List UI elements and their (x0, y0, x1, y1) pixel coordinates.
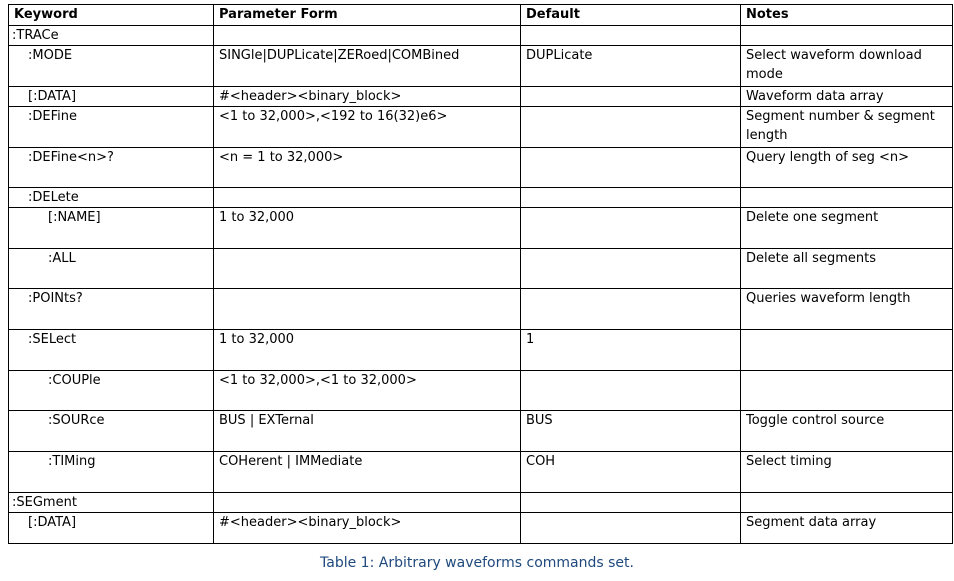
default-cell: 1 (521, 330, 741, 371)
default-cell (521, 493, 741, 513)
notes-cell: Waveform data array (741, 87, 953, 107)
notes-cell: Delete one segment (741, 208, 953, 249)
keyword-cell: :MODE (9, 46, 214, 87)
keyword-cell: :ALL (9, 249, 214, 289)
parameter-form-cell (214, 188, 521, 208)
table-caption: Table 1: Arbitrary waveforms commands set. (320, 555, 634, 571)
keyword-cell: :DEFine (9, 107, 214, 148)
keyword-cell: [:DATA] (9, 513, 214, 544)
notes-cell (741, 26, 953, 46)
keyword-cell: :POINts? (9, 289, 214, 330)
parameter-form-cell: <1 to 32,000>,<1 to 32,000> (214, 371, 521, 411)
default-cell (521, 26, 741, 46)
keyword-cell: :COUPle (9, 371, 214, 411)
table-row (9, 452, 953, 493)
notes-cell (741, 371, 953, 411)
parameter-form-cell: #<header><binary_block> (214, 87, 521, 107)
table-row (9, 513, 953, 544)
parameter-form-cell (214, 493, 521, 513)
default-cell: BUS (521, 411, 741, 452)
parameter-form-cell: <n = 1 to 32,000> (214, 148, 521, 188)
table-row (9, 87, 953, 107)
table-row (9, 249, 953, 289)
keyword-cell: :SEGment (9, 493, 214, 513)
default-cell (521, 148, 741, 188)
default-cell (521, 249, 741, 289)
table-row (9, 411, 953, 452)
keyword-cell: [:DATA] (9, 87, 214, 107)
default-cell (521, 289, 741, 330)
default-cell: DUPLicate (521, 46, 741, 87)
keyword-cell: :DELete (9, 188, 214, 208)
keyword-cell: :SOURce (9, 411, 214, 452)
notes-cell: Select waveform download mode (741, 46, 953, 87)
parameter-form-cell: <1 to 32,000>,<192 to 16(32)e6> (214, 107, 521, 148)
parameter-form-cell: SINGle|DUPLicate|ZERoed|COMBined (214, 46, 521, 87)
table-body (9, 26, 953, 544)
table-row (9, 493, 953, 513)
table-row (9, 148, 953, 188)
keyword-cell: :TRACe (9, 26, 214, 46)
notes-cell (741, 330, 953, 371)
keyword-cell: :DEFine<n>? (9, 148, 214, 188)
table-row (9, 26, 953, 46)
table-header-row (9, 5, 953, 26)
header-default: Default (521, 5, 741, 26)
default-cell (521, 371, 741, 411)
notes-cell (741, 493, 953, 513)
parameter-form-cell (214, 249, 521, 289)
parameter-form-cell (214, 26, 521, 46)
table-row (9, 289, 953, 330)
default-cell: COH (521, 452, 741, 493)
table-row (9, 330, 953, 371)
keyword-cell: :SELect (9, 330, 214, 371)
header-parameter-form: Parameter Form (214, 5, 521, 26)
parameter-form-cell: BUS | EXTernal (214, 411, 521, 452)
keyword-cell: :TIMing (9, 452, 214, 493)
default-cell (521, 188, 741, 208)
parameter-form-cell: 1 to 32,000 (214, 208, 521, 249)
notes-cell: Toggle control source (741, 411, 953, 452)
default-cell (521, 208, 741, 249)
table-row (9, 46, 953, 87)
default-cell (521, 513, 741, 544)
notes-cell: Query length of seg <n> (741, 148, 953, 188)
notes-cell: Queries waveform length (741, 289, 953, 330)
commands-table (8, 4, 953, 544)
header-keyword: Keyword (9, 5, 214, 26)
table-row (9, 371, 953, 411)
notes-cell: Segment data array (741, 513, 953, 544)
header-notes: Notes (741, 5, 953, 26)
default-cell (521, 87, 741, 107)
table-row (9, 107, 953, 148)
default-cell (521, 107, 741, 148)
parameter-form-cell: #<header><binary_block> (214, 513, 521, 544)
keyword-cell: [:NAME] (9, 208, 214, 249)
parameter-form-cell (214, 289, 521, 330)
parameter-form-cell: COHerent | IMMediate (214, 452, 521, 493)
notes-cell: Segment number & segment length (741, 107, 953, 148)
table-row (9, 208, 953, 249)
notes-cell: Delete all segments (741, 249, 953, 289)
table-row (9, 188, 953, 208)
parameter-form-cell: 1 to 32,000 (214, 330, 521, 371)
notes-cell: Select timing (741, 452, 953, 493)
notes-cell (741, 188, 953, 208)
